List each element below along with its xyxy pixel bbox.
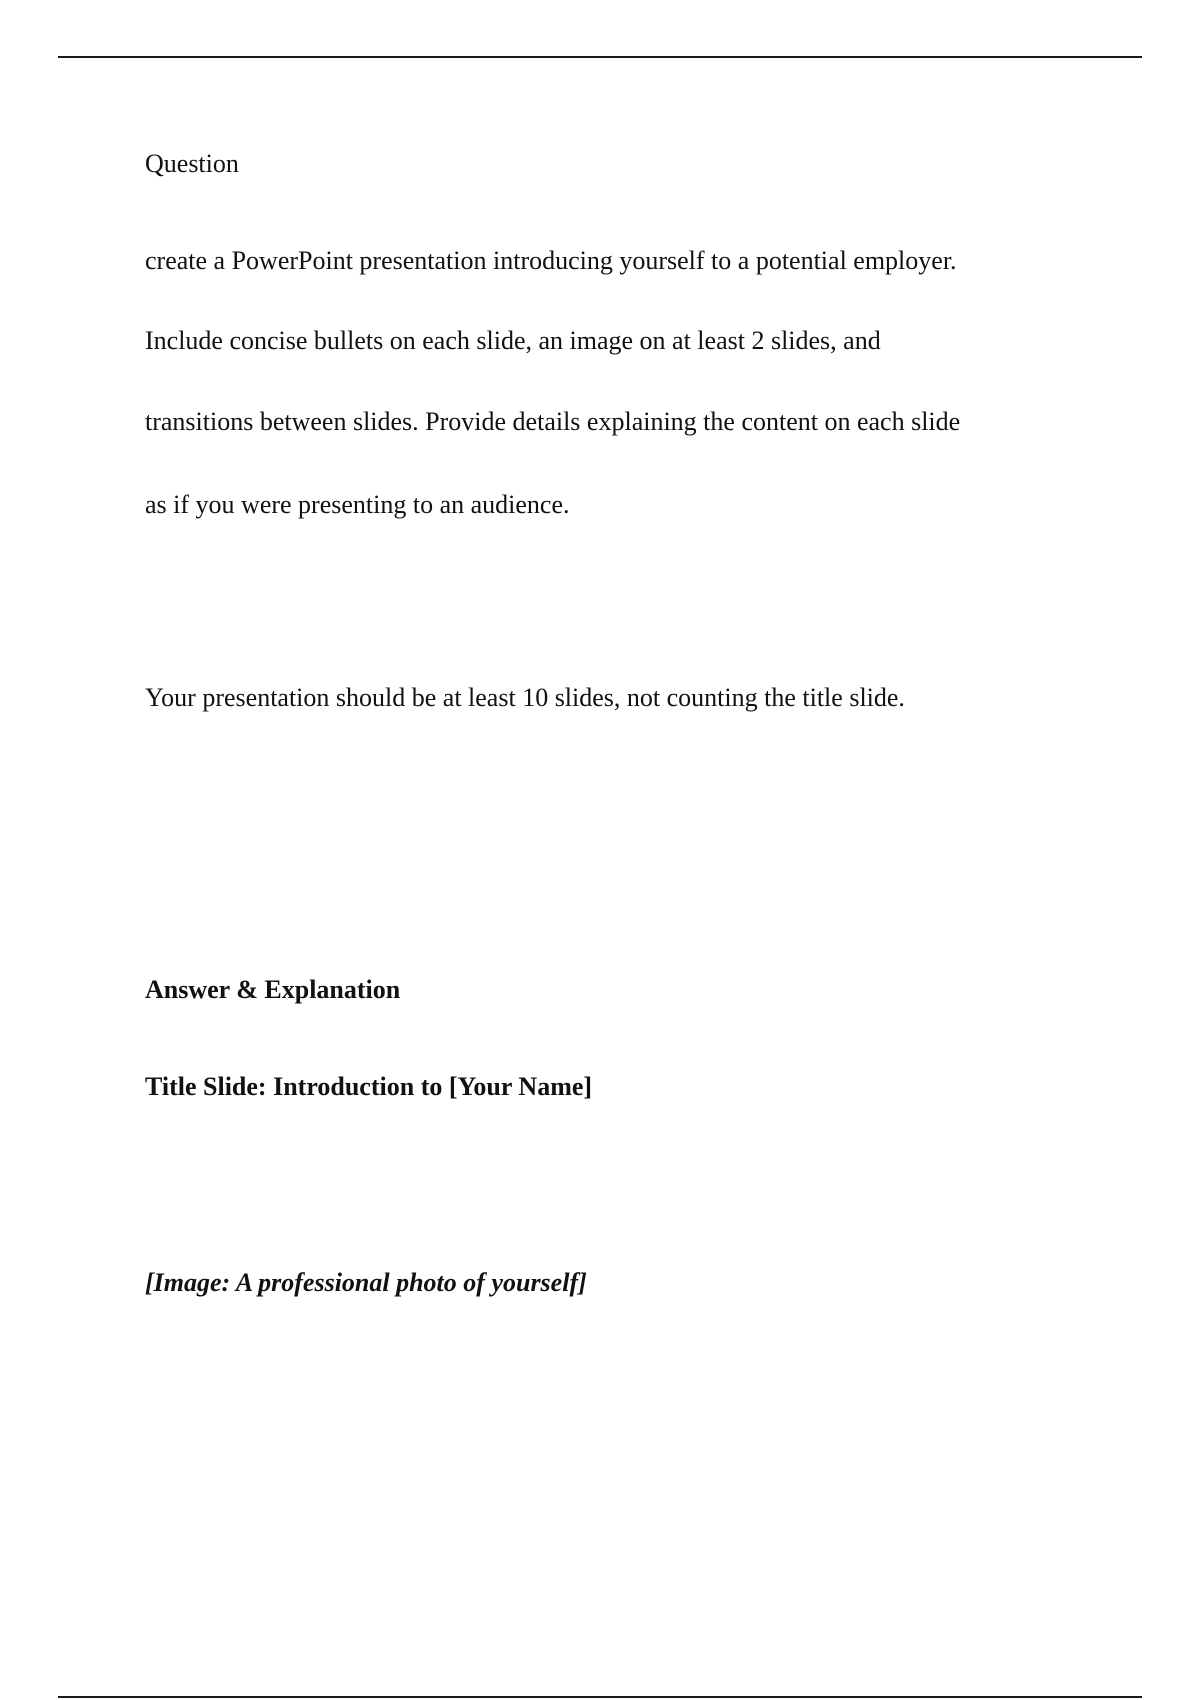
question-heading: Question: [145, 149, 239, 178]
header-rule: [58, 56, 1142, 58]
question-line-2: Include concise bullets on each slide, an image on at least 2 slides, and: [145, 326, 881, 355]
question-line-4: as if you were presenting to an audience.: [145, 490, 570, 519]
answer-heading: Answer & Explanation: [145, 975, 401, 1004]
title-slide-heading: Title Slide: Introduction to [Your Name]: [145, 1072, 593, 1101]
question-line-1: create a PowerPoint presentation introducing yourself to a potential employer.: [145, 246, 957, 275]
slide-count-requirement: Your presentation should be at least 10 slides, not counting the title slide.: [145, 683, 905, 712]
footer-rule: [58, 1696, 1142, 1698]
image-placeholder-note: [Image: A professional photo of yourself]: [145, 1268, 587, 1297]
question-line-3: transitions between slides. Provide details explaining the content on each slide: [145, 407, 961, 436]
